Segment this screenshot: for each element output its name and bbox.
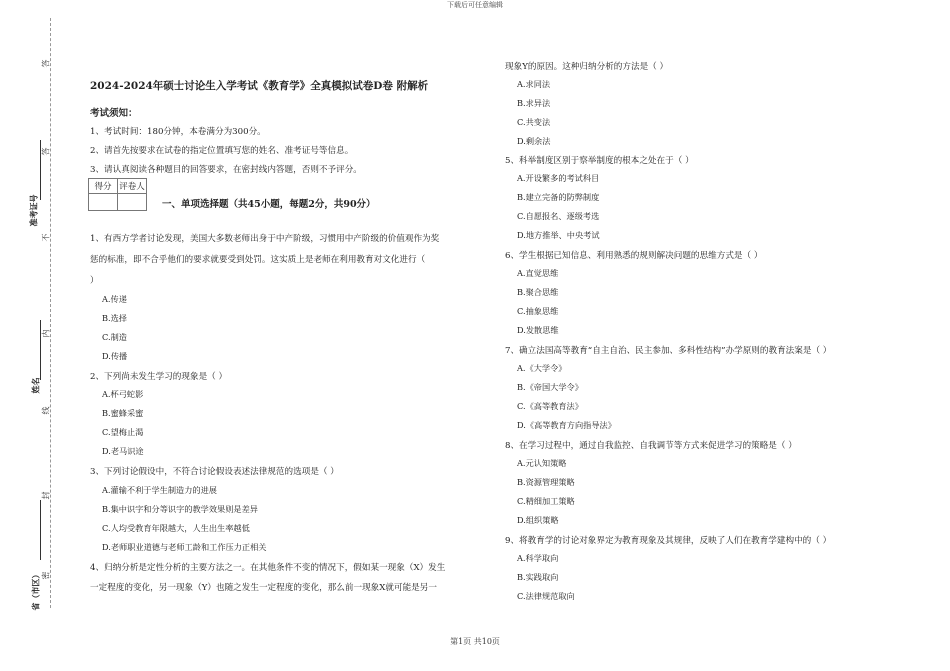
option: B.聚合思维 <box>517 287 559 297</box>
option: C.自愿报名、逐级考选 <box>517 211 600 221</box>
option: C.制造 <box>102 332 127 342</box>
option: C.共变法 <box>517 117 551 127</box>
question-4-continued: 现象Y的原因。这种归纳分析的方法是（ ） <box>505 62 669 72</box>
score-cell[interactable] <box>89 194 118 211</box>
question-5-stem: 5、科举制度区别于察举制度的根本之处在于（ ） <box>505 156 694 166</box>
binding-underline <box>40 320 41 380</box>
option: B.集中识字和分等识字的教学效果则是差异 <box>102 504 258 514</box>
binding-char: 不 <box>41 233 51 242</box>
option: D.传播 <box>102 351 128 361</box>
notice-heading: 考试须知： <box>90 108 138 119</box>
field-name: 姓名 <box>30 377 41 394</box>
binding-dashed-line <box>50 18 51 608</box>
question-4-line: 一定程度的变化，另一现象（Y）也随之发生一定程度的变化，那么前一现象X就可能是另一 <box>90 583 437 593</box>
score-label: 得分 <box>89 179 118 194</box>
option: B.实践取向 <box>517 572 559 582</box>
binding-char: 答 <box>41 59 51 68</box>
field-exam-number: 准考证号 <box>28 194 39 227</box>
question-8-stem: 8、在学习过程中，通过自我监控、自我调节等方式来促进学习的策略是（ ） <box>505 441 797 451</box>
option: A.《大学令》 <box>517 363 567 373</box>
question-9-stem: 9、将教育学的讨论对象界定为教育现象及其规律，反映了人们在教育学建构中的（ ） <box>505 536 832 546</box>
question-6-stem: 6、学生根据已知信息、利用熟悉的规则解决问题的思维方式是（ ） <box>505 251 763 261</box>
option: A.杯弓蛇影 <box>102 389 144 399</box>
option: A.元认知策略 <box>517 458 567 468</box>
notice-item: 1、考试时间：180分钟，本卷满分为300分。 <box>90 127 266 137</box>
grader-label: 评卷人 <box>118 179 147 194</box>
option: A.灌输不利于学生制造力的进展 <box>102 485 217 495</box>
binding-underline <box>40 140 41 200</box>
binding-underline <box>40 500 41 560</box>
option: D.地方推举、中央考试 <box>517 230 600 240</box>
option: A.直觉思维 <box>517 268 559 278</box>
option: C.法律规范取向 <box>517 591 575 601</box>
option: C.望梅止渴 <box>102 427 144 437</box>
option: D.组织策略 <box>517 515 559 525</box>
field-province: 省（市区） <box>30 570 41 611</box>
option: A.科学取向 <box>517 553 559 563</box>
option: B.建立完备的防弊制度 <box>517 192 600 202</box>
binding-char: 内 <box>41 329 51 338</box>
option: D.发散思维 <box>517 325 559 335</box>
notice-item: 3、请认真阅读各种题目的回答要求，在密封线内答题，否则不予评分。 <box>90 165 362 175</box>
option: D.《高等教育方向指导法》 <box>517 420 616 430</box>
page-footer: 第1页 共10页 <box>450 637 500 646</box>
option: B.求异法 <box>517 98 551 108</box>
question-3-stem: 3、下列讨论假设中，不符合讨论假设表述法律规范的选项是（ ） <box>90 467 339 477</box>
section-heading: 一、单项选择题（共45小题，每题2分，共90分） <box>162 199 376 210</box>
question-7-stem: 7、确立法国高等教育“自主自治、民主参加、多科性结构”办学原则的教育法案是（ ） <box>505 346 832 356</box>
question-1-line: 1、有西方学者讨论发现，美国大多数老师出身于中产阶级，习惯用中产阶级的价值观作为奖 <box>90 234 440 244</box>
question-2-stem: 2、下列尚未发生学习的现象是（ ） <box>90 372 228 382</box>
option: A.开设繁多的考试科目 <box>517 173 600 183</box>
question-4-line: 4、归纳分析是定性分析的主要方法之一。在其他条件不变的情况下，假如某一现象（X）发生 <box>90 563 446 573</box>
option: B.蜜蜂采蜜 <box>102 408 144 418</box>
option: B.《帝国大学令》 <box>517 382 583 392</box>
option: C.精细加工策略 <box>517 496 575 506</box>
option: B.选择 <box>102 313 127 323</box>
binding-char: 封 <box>41 491 51 500</box>
binding-char: 密 <box>41 571 51 580</box>
grader-cell[interactable] <box>118 194 147 211</box>
option: A.求同法 <box>517 79 551 89</box>
binding-char: 答 <box>41 147 51 156</box>
option: C.人均受教育年限越大，人生出生率越低 <box>102 523 250 533</box>
option: C.抽象思维 <box>517 306 559 316</box>
score-table <box>88 178 147 211</box>
option: B.资源管理策略 <box>517 477 575 487</box>
option: C.《高等教育法》 <box>517 401 583 411</box>
binding-char: 线 <box>41 406 51 415</box>
option: D.剩余法 <box>517 136 551 146</box>
option: D.老马识途 <box>102 446 144 456</box>
top-note: 下载后可任意编辑 <box>447 1 503 9</box>
exam-title: 2024-2024年硕士讨论生入学考试《教育学》全真模拟试卷D卷 附解析 <box>90 80 429 92</box>
option: A.传递 <box>102 294 127 304</box>
question-1-line: ） <box>90 276 99 286</box>
question-1-line: 惩的标准，即不合乎他们的要求就要受到处罚。这实质上是老师在利用教育对文化进行（ <box>90 255 426 265</box>
notice-item: 2、请首先按要求在试卷的指定位置填写您的姓名、准考证号等信息。 <box>90 146 354 156</box>
option: D.老师职业道德与老师工龄和工作压力正相关 <box>102 542 267 552</box>
